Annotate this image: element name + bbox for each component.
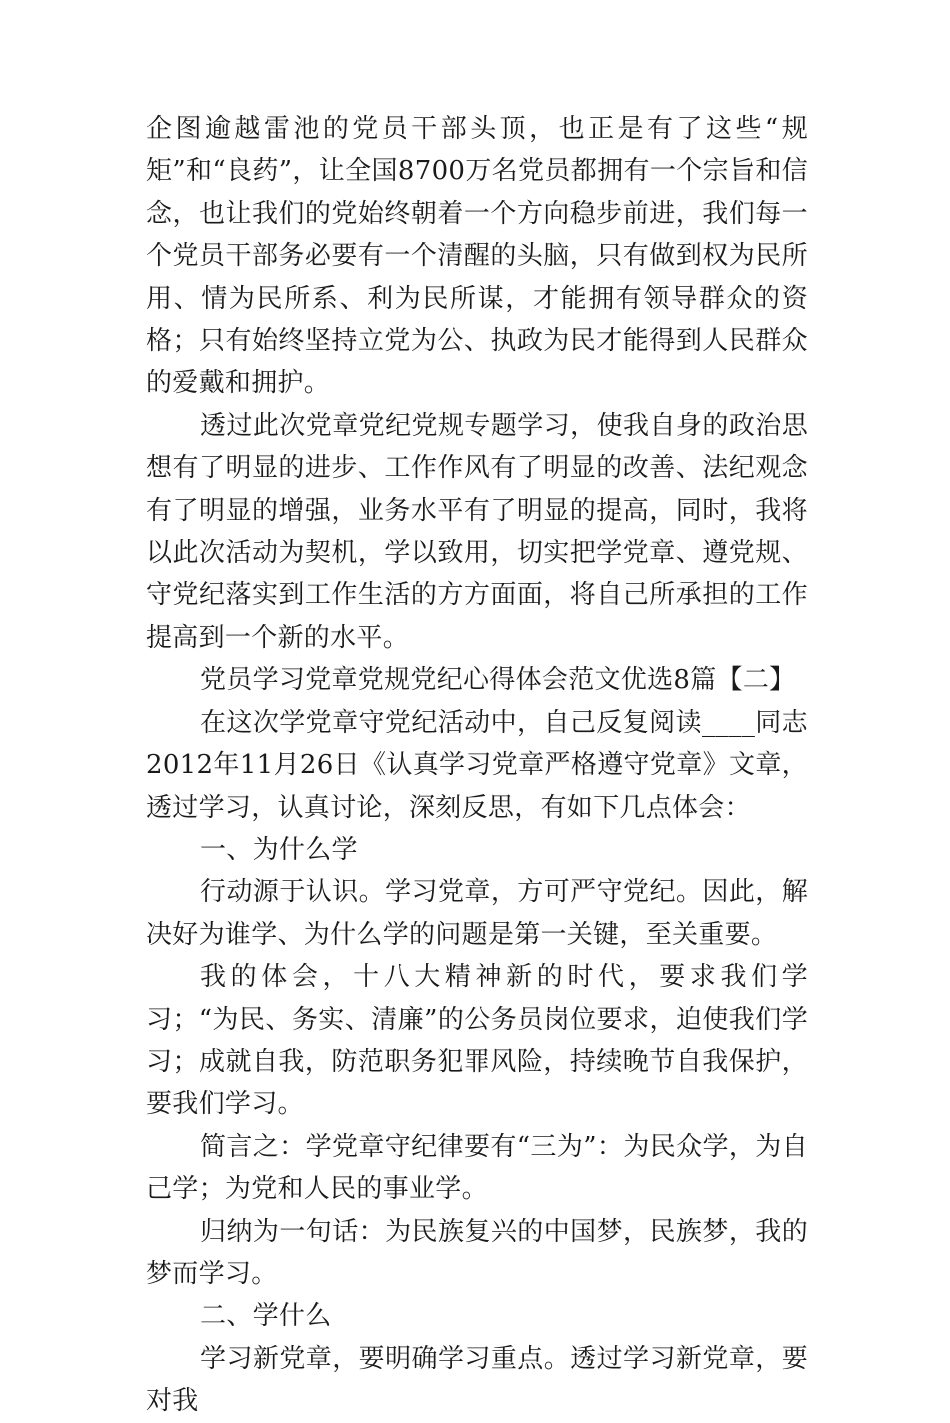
paragraph: 学习新党章，要明确学习重点。透过学习新党章，要对我 [146, 1343, 808, 1417]
document-body [146, 108, 808, 1423]
section-heading: 二、学什么 [200, 1301, 332, 1332]
paragraph: 归纳为一句话：为民族复兴的中国梦，民族梦，我的梦而学习。 [146, 1216, 808, 1289]
paragraph: 我的体会，十八大精神新的时代，要求我们学习；“为民、务实、清廉”的公务员岗位要求，迫使我们学习；成就自我，防范职务犯罪风险，持续晚节自我保护，要我们学习。 [146, 962, 808, 1120]
paragraph: 行动源于认识。学习党章，方可严守党纪。因此，解决好为谁学、为什么学的问题是第一关键，至关重要。 [146, 877, 808, 950]
paragraph: 企图逾越雷池的党员干部头顶，也正是有了这些“规矩”和“良药”，让全国8700万名党员都拥有一个宗旨和信念，也让我们的党始终朝着一个方向稳步前进，我们每一个党员干部务必要有一个清醒的头脑，只有做到权为民所用、情为民所系、利为民所谋，才能拥有领导群众的资格；只有始终坚持立党为公、执政为民才能得到人民群众的爱戴和拥护。 [146, 114, 808, 399]
paragraph: 在这次学党章守党纪活动中，自己反复阅读____同志2012年11月26日《认真学习党章严格遵守党章》文章，透过学习，认真讨论，深刻反思，有如下几点体会： [146, 707, 808, 823]
section-heading: 一、为什么学 [200, 834, 358, 865]
paragraph: 透过此次党章党纪党规专题学习，使我自身的政治思想有了明显的进步、工作作风有了明显的改善、法纪观念有了明显的增强，业务水平有了明显的提高，同时，我将以此次活动为契机，学以致用，切实把学党章、遵党规、守党纪落实到工作生活的方方面面，将自己所承担的工作提高到一个新的水平。 [146, 410, 808, 653]
paragraph: 简言之：学党章守纪律要有“三为”：为民众学，为自己学；为党和人民的事业学。 [146, 1131, 808, 1205]
section-title: 党员学习党章党规党纪心得体会范文优选8篇【二】 [200, 665, 796, 696]
